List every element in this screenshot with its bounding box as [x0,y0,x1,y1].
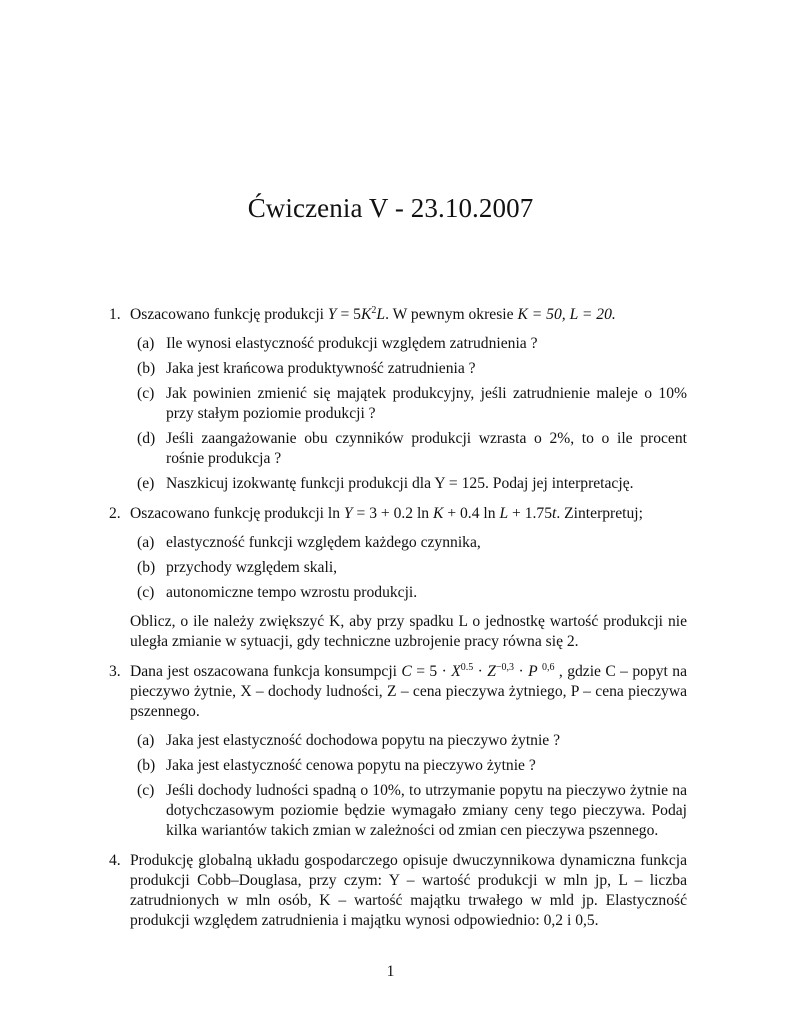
problem-number: 3. [109,663,121,680]
subquestion: (e) Naszkicuj izokwantę funkcji produkcji dla Y = 125. Podaj jej interpretację. [137,475,634,492]
subquestion: (c) Jak powinien zmienić się majątek produkcyjny, jeśli zatrudnienie maleje o 10% przy stałym poziomie produkcji ? [137,385,687,422]
subquestion: (a) elastyczność funkcji względem każdego czynnika, [137,534,481,551]
problem-intro: Dana jest oszacowana funkcja konsumpcji $C = 5 \cdot X^{0.5} \cdot Z^{-0,3} \cdot P$ $^{0,6}$ , gdzie C – popyt na pieczywo żytnie, X – dochody ludności, Z – cena pieczywa żytniego, P – cena pieczywa pszennego. [130,662,687,720]
subquestion: (b) przychody względem skali, [137,559,338,576]
problem-paragraph: Oblicz, o ile należy zwiększyć K, aby przy spadku L o jednostkę wartość produkcji nie uległa zmianie w sytuacji, gdy techniczne uzbrojenie pracy równa się 2. [130,613,687,650]
problem-text: Produkcję globalną układu gospodarczego opisuje dwuczynnikowa dynamiczna funkcja produkcji Cobb–Douglasa, przy czym: Y – wartość produkcji w mln jp, L – liczba zatrudnionych w mln osób, K – wartość majątku trwałego w mld jp. Elastyczność produkcji względem zatrudnienia i majątku wynosi odpowiednio: 0,2 i 0,5. [130,852,687,929]
subquestion: (b) Jaka jest elastyczność cenowa popytu na pieczywo żytnie ? [137,757,536,774]
subquestion-list [130,533,687,603]
subquestion: (d) Jeśli zaangażowanie obu czynników produkcji wzrasta o 2%, to o ile procent rośnie produkcja ? [137,430,687,467]
problem-1 [109,305,687,494]
problem-list [109,305,687,941]
problem-number: 1. [109,306,121,323]
page-title: Ćwiczenia V - 23.10.2007 [247,193,534,223]
subquestion-list [130,731,687,841]
subquestion: (a) Ile wynosi elastyczność produkcji względem zatrudnienia ? [137,335,538,352]
problem-intro: Oszacowano funkcję produkcji $Y = 5K^2L$. W pewnym okresie K = 50, L = 20. [130,305,616,323]
problem-2 [109,504,687,652]
subquestion-list [130,334,687,494]
problem-number: 4. [109,852,121,869]
problem-3 [109,662,687,841]
formula: ln Y = 3 + 0.2 ln K + 0.4 ln L + 1.75t [327,505,557,522]
subquestion: (b) Jaka jest krańcowa produktywność zatrudnienia ? [137,360,476,377]
subquestion: (c) Jeśli dochody ludności spadną o 10%, to utrzymanie popytu na pieczywo żytnie na dotychczasowym poziomie będzie wymagało zmiany ceny tego pieczywa. Podaj kilka wariantów takich zmian w zależności od zmian cen pieczywa pszennego. [137,782,687,839]
problem-intro: Oszacowano funkcję produkcji ln Y = 3 + 0.2 ln K + 0.4 ln L + 1.75t. Zinterpretuj; [130,505,643,522]
formula-values: K = 50, L = 20. [517,306,616,323]
problem-number: 2. [109,505,121,522]
formula: $C = 5 \cdot X^{0.5} \cdot Z^{-0,3} \cdot P$ $^{0,6}$ [401,662,555,680]
subquestion: (c) autonomiczne tempo wzrostu produkcji. [137,584,418,601]
formula: $Y = 5K^2L$ [327,305,386,323]
problem-4 [109,851,687,931]
subquestion: (a) Jaka jest elastyczność dochodowa popytu na pieczywo żytnie ? [137,732,561,749]
page-number: 1 [386,963,395,980]
